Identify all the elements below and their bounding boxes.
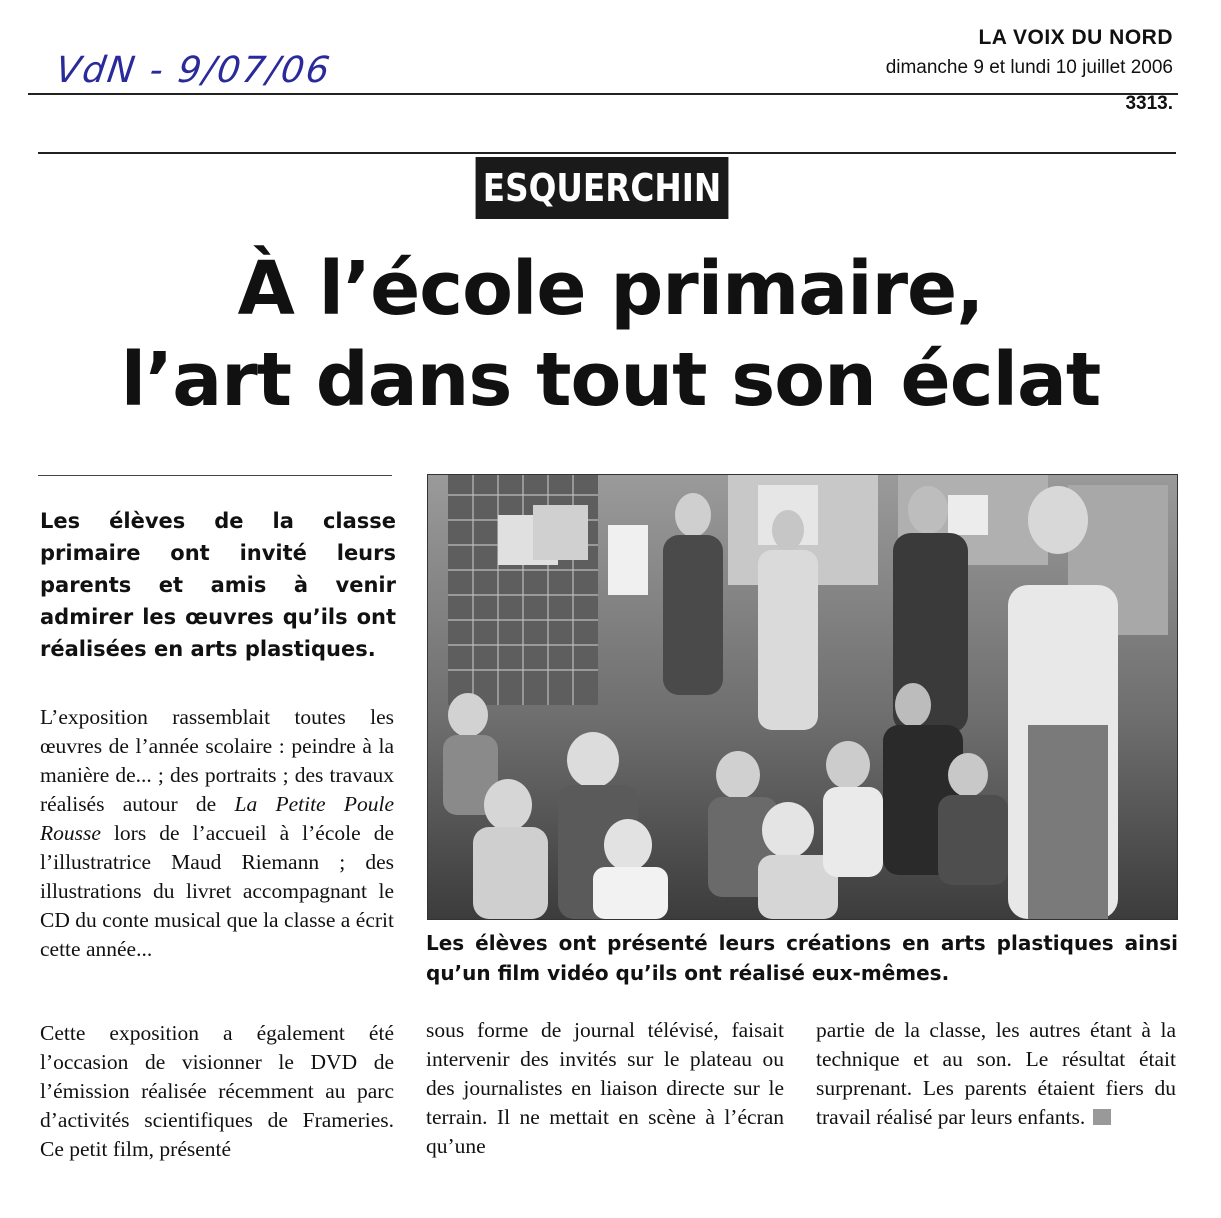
publication-date: dimanche 9 et lundi 10 juillet 2006 xyxy=(885,57,1173,78)
page-reference: 3313. xyxy=(1125,93,1173,114)
lead-rule xyxy=(38,475,392,476)
section-rule xyxy=(38,152,1176,154)
end-mark-icon xyxy=(1093,1109,1111,1125)
body-text: partie de la classe, les autres étant à la technique et au son. Le résultat était surprenant. Les parents étaient fiers du travail réalisé par leurs enfants. xyxy=(816,1018,1176,1129)
top-rule xyxy=(28,93,1178,95)
body-paragraph-2-col1: Cette exposition a également été l’occasion de visionner le DVD de l’émission réalisée récemment au parc d’activités scientifiques de Frameries. Ce petit film, présenté xyxy=(40,1021,394,1161)
article-lead: Les élèves de la classe primaire ont invité leurs parents et amis à venir admirer les œuvres qu’ils ont réalisées en arts plastiques. xyxy=(40,509,396,661)
photo-image xyxy=(428,475,1177,919)
article-photo xyxy=(427,474,1178,920)
book-title: La Petite Poule Rousse xyxy=(40,792,395,845)
newspaper-name: LA VOIX DU NORD xyxy=(978,26,1173,49)
body-text: lors de l’accueil à l’école de l’illustratrice Maud Riemann ; des illustrations du livret accompagnant le CD du conte musical que la classe a écrit cette année... xyxy=(40,821,394,961)
body-paragraph-2-col3 xyxy=(816,1016,1176,1132)
section-tag: ESQUERCHIN xyxy=(476,157,729,219)
headline-line-1: À l’école primaire, xyxy=(237,246,984,332)
headline-line-2: l’art dans tout son éclat xyxy=(120,337,1101,423)
body-paragraph-2-col2: sous forme de journal télévisé, faisait intervenir des invités sur le plateau ou des journalistes en liaison directe sur le terrain. Il ne mettait en scène à l’écran qu’une xyxy=(426,1018,784,1158)
photo-caption: Les élèves ont présenté leurs créations en arts plastiques ainsi qu’un film vidéo qu’ils ont réalisé eux-mêmes. xyxy=(426,931,1178,985)
body-text: L’exposition rassemblait toutes les œuvres de l’année scolaire : peindre à la manière de... ; des portraits ; des travaux réalisés autour de xyxy=(40,705,394,816)
body-paragraph-1 xyxy=(40,703,394,964)
handwritten-note: VdN - 9/07/06 xyxy=(53,50,334,91)
